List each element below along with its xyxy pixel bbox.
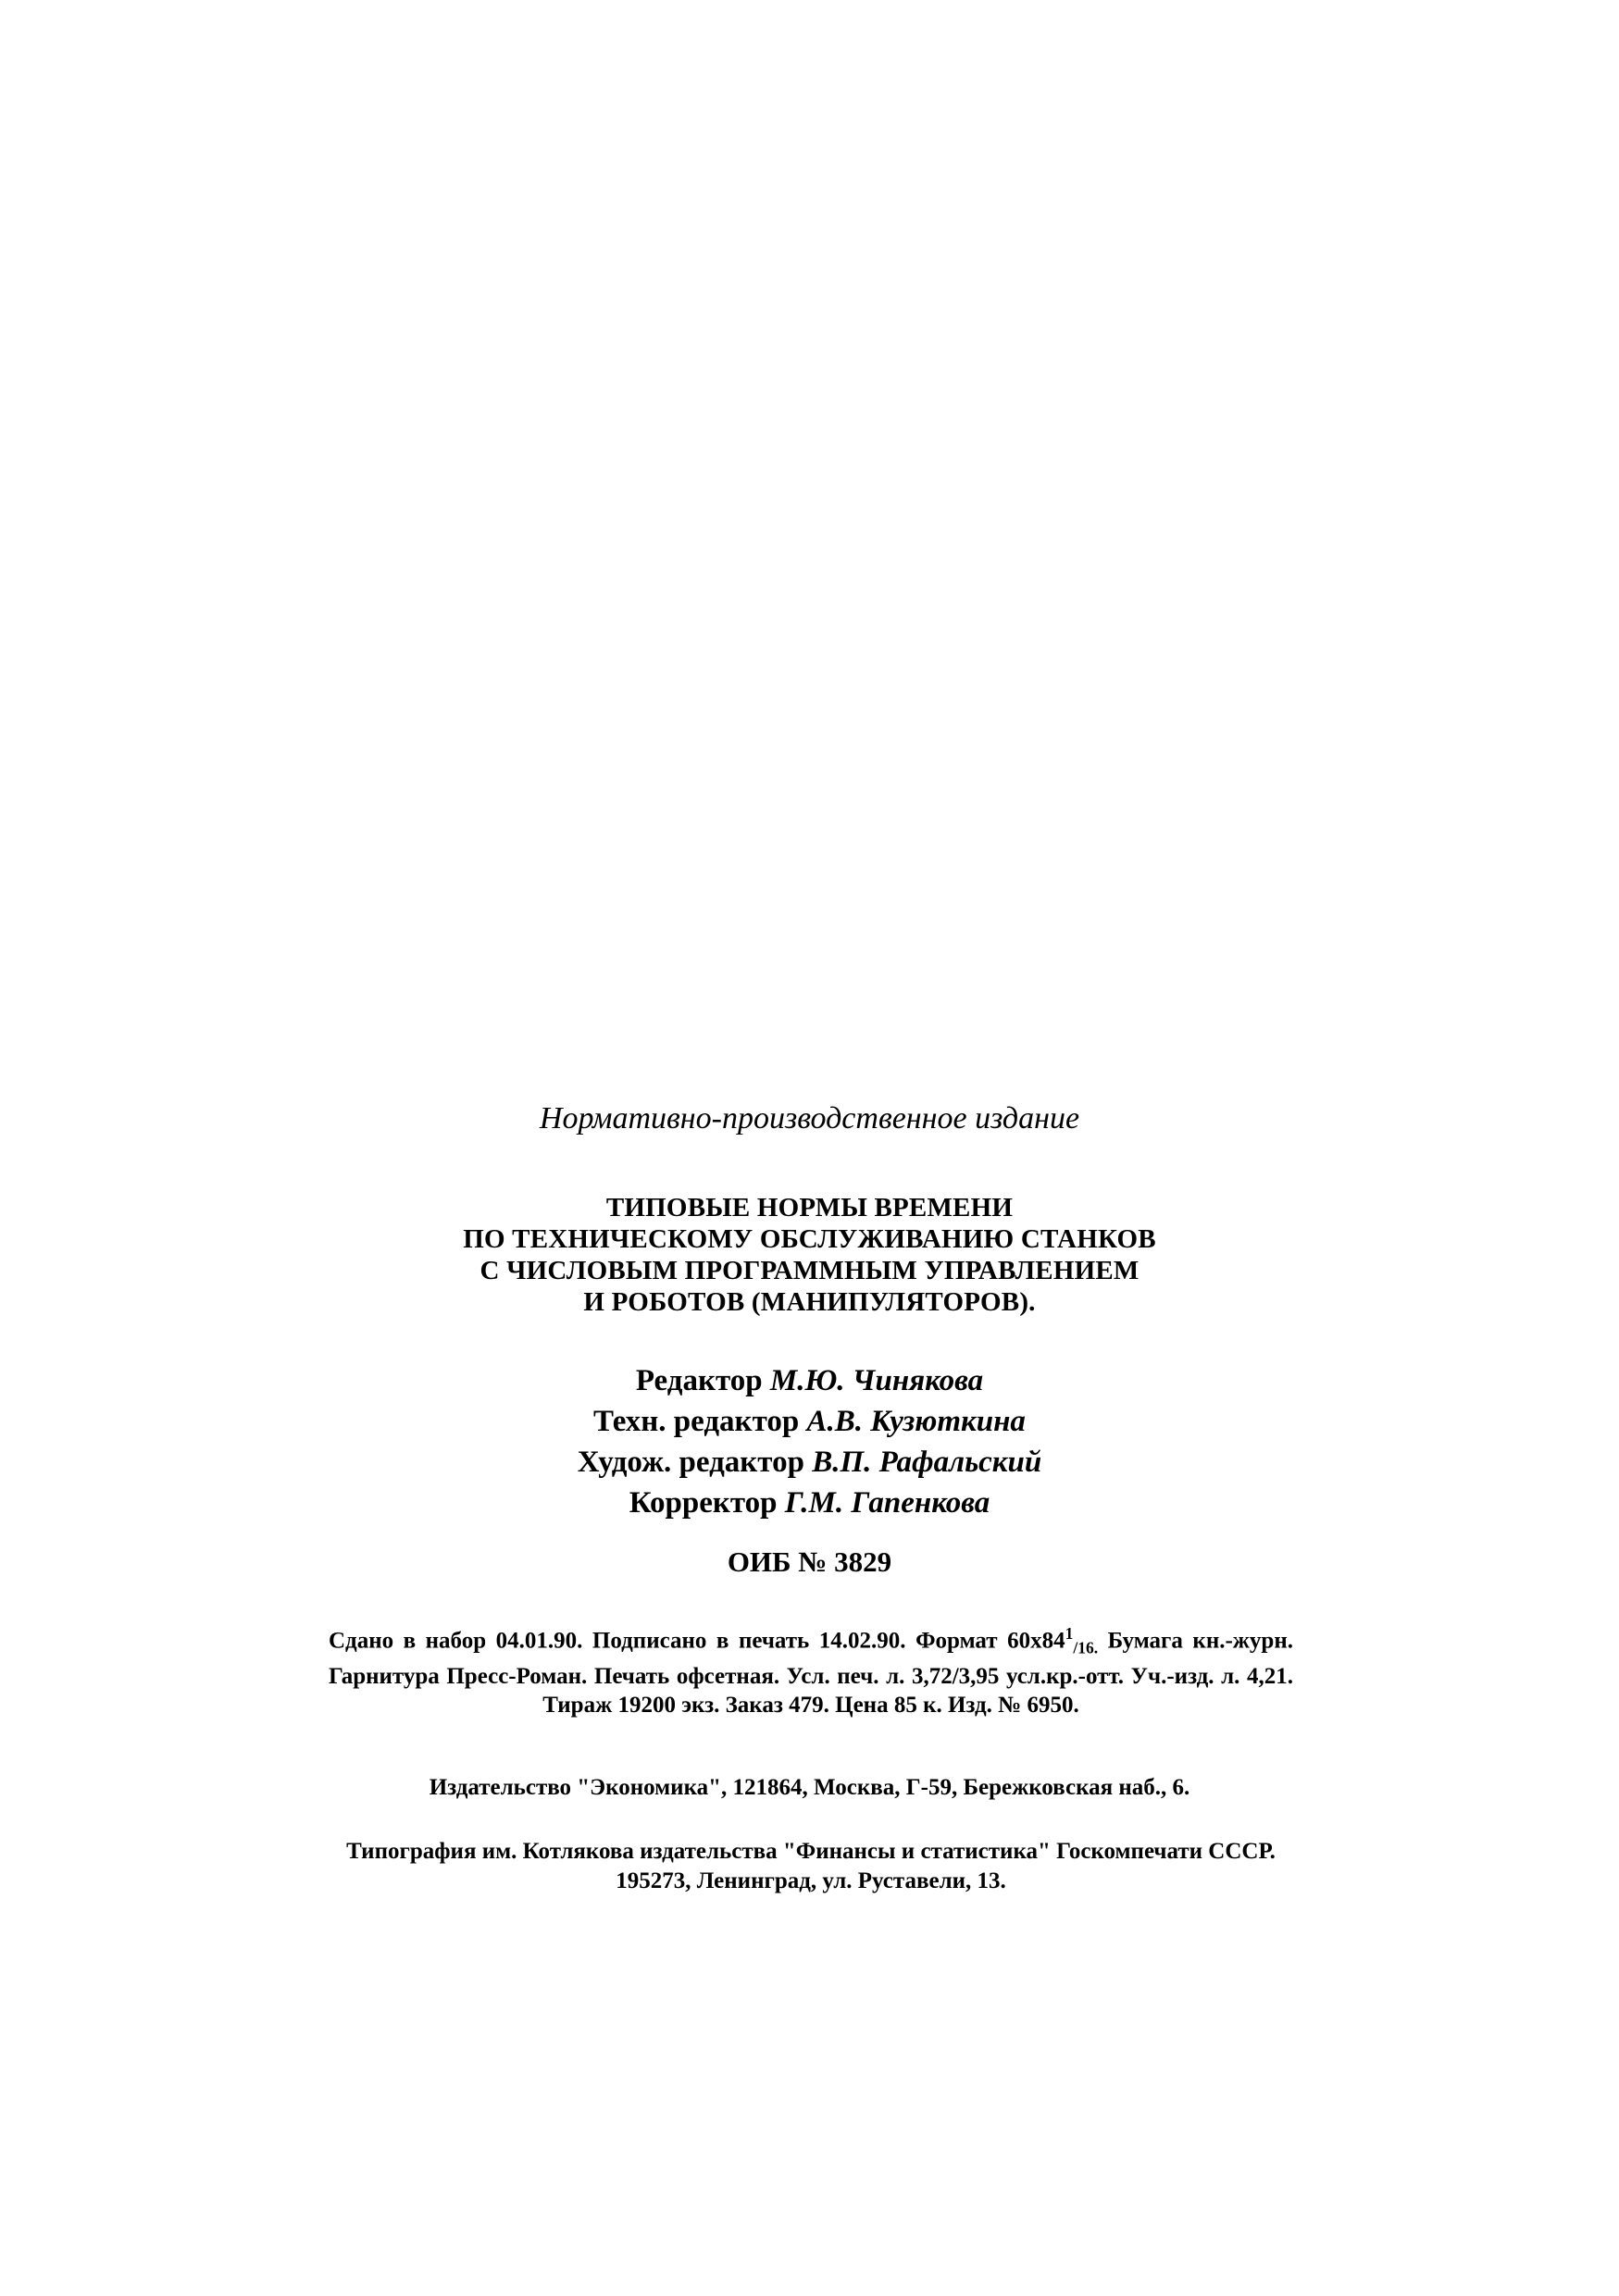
credit-art-editor xyxy=(0,1442,1619,1483)
credit-editor xyxy=(0,1360,1619,1401)
credit-name: А.В. Кузюткина xyxy=(806,1405,1026,1438)
credit-tech-editor xyxy=(0,1401,1619,1442)
title-line: ПО ТЕХНИЧЕСКОМУ ОБСЛУЖИВАНИЮ СТАНКОВ xyxy=(463,1224,1156,1254)
title-line: ТИПОВЫЕ НОРМЫ ВРЕМЕНИ xyxy=(605,1193,1014,1222)
title-line: С ЧИСЛОВЫМ ПРОГРАММНЫМ УПРАВЛЕНИЕМ xyxy=(479,1256,1140,1285)
series-label: Нормативно-производственное издание xyxy=(539,1101,1080,1136)
credit-role: Корректор xyxy=(629,1486,778,1520)
oib-number: ОИБ № 3829 xyxy=(727,1545,892,1578)
credit-name: М.Ю. Чинякова xyxy=(769,1364,984,1397)
publisher-line: Издательство "Экономика", 121864, Москва, Г-59, Бережковская наб., 6. xyxy=(429,1775,1190,1800)
credit-name: В.П. Рафальский xyxy=(812,1446,1042,1479)
credit-role: Техн. редактор xyxy=(593,1405,800,1438)
credit-proofreader xyxy=(0,1483,1619,1523)
imprint-details xyxy=(329,1620,1293,1719)
title-line: И РОБОТОВ (МАНИПУЛЯТОРОВ). xyxy=(583,1287,1036,1317)
printer-line: Типография им. Котлякова издательства "Финансы и статистика" Госкомпечати СССР. 195273, Ленинград, ул. Руставели, 13. xyxy=(346,1839,1276,1893)
book-title xyxy=(0,1192,1619,1318)
credit-role: Редактор xyxy=(635,1364,763,1397)
credits-block xyxy=(0,1360,1619,1523)
format-superscript: 1 xyxy=(1065,1624,1074,1643)
imprint-text-1: Сдано в набор 04.01.90. Подписано в печать 14.02.90. Формат 60x84 xyxy=(329,1628,1065,1654)
credit-name: Г.М. Гапенкова xyxy=(784,1486,990,1520)
format-subscript: /16. xyxy=(1073,1638,1099,1657)
credit-role: Худож. редактор xyxy=(577,1446,804,1479)
imprint-text-2: Бумага кн.-журн. Гарнитура Пресс-Роман. Печать офсетная. Усл. печ. л. 3,72/3,95 усл.кр.-отт. Уч.-изд. л. 4,21. Тираж 19200 экз. Заказ 479. Цена 85 к. Изд. № 6950. xyxy=(329,1628,1293,1719)
